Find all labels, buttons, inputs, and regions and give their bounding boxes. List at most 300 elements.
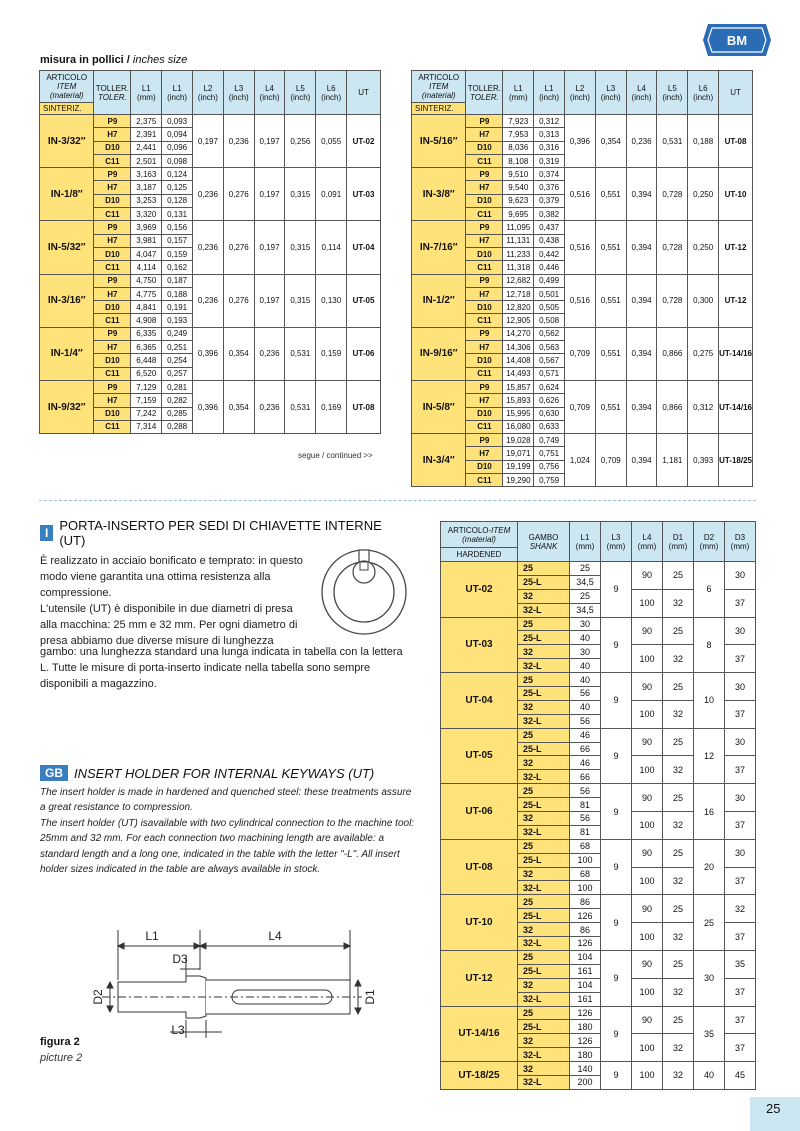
l3-value: 9 [601,728,632,784]
header-tolerance [94,71,131,115]
tolerance-class: C11 [466,474,503,487]
tolerance-class: C11 [466,261,503,274]
tolerance-class: P9 [466,115,503,128]
l4-value: 90 [632,950,663,978]
shank-code: 25-L [518,631,570,645]
d1-value: 32 [663,923,694,951]
header-tolerance-label: TOLLER. [95,83,129,93]
ut-code: UT-08 [719,115,753,168]
header-l5-label: L5 [667,83,677,93]
d1-value: 25 [663,784,694,812]
l1-inch-value: 0,508 [534,314,565,327]
header-l2-label: L2 [203,83,213,93]
l1-inch-value: 0,567 [534,354,565,367]
l2-value: 0,396 [193,380,224,433]
l1-inch-value: 0,563 [534,341,565,354]
l4-value: 90 [632,839,663,867]
article-code: IN-9/32″ [40,380,94,433]
l1-mm-value: 11,318 [503,261,534,274]
l1-inch-value: 0,191 [162,301,193,314]
article-code: IN-5/32″ [40,221,94,274]
l1-mm-value: 9,623 [503,194,534,207]
l4-value: 90 [632,728,663,756]
l3-value: 0,354 [595,115,626,168]
tolerance-class: D10 [466,141,503,154]
header-l5 [657,71,688,115]
l5-value: 0,728 [657,168,688,221]
l1-inch-value: 0,157 [162,234,193,247]
l4-value: 0,236 [626,115,657,168]
shank-code: 32 [518,1034,570,1048]
tolerance-class: C11 [94,314,131,327]
l1-value: 126 [570,937,601,951]
shank-code: 32-L [518,825,570,839]
l1-mm-value: 2,391 [131,128,162,141]
header-article-articolo: ARTICOLO [418,73,460,82]
tolerance-class: C11 [466,208,503,221]
tolerance-class: P9 [94,380,131,393]
l4-value: 100 [632,978,663,1006]
header-l3-label: L3 [234,83,244,93]
l6-value: 0,130 [316,274,347,327]
l1-inch-value: 0,282 [162,394,193,407]
l2-value: 0,236 [193,168,224,221]
header-l4 [626,71,657,115]
ut-header-l3-unit: (mm) [606,541,626,551]
header-l6-label: L6 [698,83,708,93]
section-title-it [40,518,410,548]
l2-value: 0,709 [565,327,596,380]
l1-inch-value: 0,188 [162,287,193,300]
d2-value: 6 [694,562,725,618]
l6-value: 0,055 [316,115,347,168]
l3-value: 0,551 [595,168,626,221]
ut-header-d1-label: D1 [672,532,684,542]
header-l1mm-unit: (mm) [508,92,528,102]
header-l5-label: L5 [295,83,305,93]
ut-header-l3 [601,522,632,562]
ut-article-code: UT-04 [441,673,518,729]
table-row [40,168,381,181]
ut-article-code: UT-02 [441,562,518,618]
l1-inch-value: 0,501 [534,287,565,300]
l1-mm-value: 15,995 [503,407,534,420]
l1-value: 34,5 [570,603,601,617]
shank-code: 32 [518,700,570,714]
article-code: IN-1/2″ [412,274,466,327]
d3-value: 37 [725,867,756,895]
ut-header-material: (material) [462,534,496,544]
l3-value: 0,354 [223,327,254,380]
l4-value: 90 [632,617,663,645]
tolerance-class: D10 [94,301,131,314]
l2-value: 0,516 [565,168,596,221]
l1-mm-value: 7,923 [503,115,534,128]
l1-mm-value: 14,408 [503,354,534,367]
l1-mm-value: 11,233 [503,247,534,260]
l1-inch-value: 0,125 [162,181,193,194]
tolerance-class: C11 [94,367,131,380]
l1-inch-value: 0,562 [534,327,565,340]
d1-value: 25 [663,562,694,590]
l1-value: 40 [570,631,601,645]
tolerance-class: P9 [94,327,131,340]
article-code: IN-7/16″ [412,221,466,274]
shank-code: 32-L [518,937,570,951]
ut-header-l4-unit: (mm) [637,541,657,551]
ut-code: UT-03 [347,168,381,221]
tolerance-class: P9 [466,221,503,234]
header-l3 [223,71,254,115]
l1-value: 126 [570,1006,601,1020]
l1-value: 56 [570,784,601,798]
label-l4: L4 [268,929,282,943]
l4-value: 0,197 [254,274,285,327]
inch-table-left [39,70,381,434]
ut-header-article-line [441,526,517,535]
label-l3: L3 [171,1023,185,1037]
header-sinteriz: SINTERIZ. [40,103,94,115]
l1-value: 126 [570,1034,601,1048]
header-l3-label: L3 [606,83,616,93]
l1-inch-value: 0,257 [162,367,193,380]
l2-value: 1,024 [565,434,596,487]
tolerance-class: H7 [94,234,131,247]
l1-mm-value: 3,969 [131,221,162,234]
label-d3: D3 [172,952,188,966]
l1-inch-value: 0,624 [534,380,565,393]
table-row [412,274,753,287]
l1-inch-value: 0,374 [534,168,565,181]
l3-value: 0,354 [223,380,254,433]
l1-mm-value: 16,080 [503,420,534,433]
inch-table-right [411,70,753,487]
tolerance-class: P9 [94,115,131,128]
tolerance-class: D10 [94,407,131,420]
table-row [441,839,756,853]
l1-value: 46 [570,756,601,770]
ut-header-l3-label: L3 [611,532,621,542]
header-l5-unit: (inch) [662,92,683,102]
logo-text: BM [726,33,748,48]
l1-inch-value: 0,254 [162,354,193,367]
l2-value: 0,516 [565,274,596,327]
l1-inch-value: 0,442 [534,247,565,260]
l6-value: 0,114 [316,221,347,274]
title-it: PORTA-INSERTO PER SEDI DI CHIAVETTE INTERNE (UT) [59,518,382,548]
l1-inch-value: 0,499 [534,274,565,287]
l1-inch-value: 0,193 [162,314,193,327]
l1-inch-value: 0,505 [534,301,565,314]
d1-value: 25 [663,1006,694,1034]
table-row [441,895,756,909]
l6-value: 0,188 [688,115,719,168]
d3-value: 37 [725,812,756,840]
tolerance-class: C11 [94,261,131,274]
l6-value: 0,169 [316,380,347,433]
shank-code: 32-L [518,603,570,617]
paragraph-gb-2: The insert holder (UT) isavailable with two cylindrical connection to the machine tool: 25mm and 32 mm. For each connection two machining length are available: a standard length and a long one, indicated in the table with the letter "-L". All insert holder sizes indicated in the table are always available in stock. [40,817,415,876]
l1-mm-value: 4,750 [131,274,162,287]
l5-value: 0,531 [285,380,316,433]
table-row [441,1062,756,1076]
shank-code: 32-L [518,770,570,784]
table-row [412,327,753,340]
shank-code: 32 [518,867,570,881]
l1-mm-value: 9,695 [503,208,534,221]
header-l4 [254,71,285,115]
article-code: IN-3/16″ [40,274,94,327]
article-code: IN-9/16″ [412,327,466,380]
l1-inch-value: 0,633 [534,420,565,433]
d3-value: 30 [725,562,756,590]
article-code: IN-5/8″ [412,380,466,433]
l1-inch-value: 0,098 [162,154,193,167]
d3-value: 35 [725,950,756,978]
shank-code: 25-L [518,798,570,812]
tolerance-class: D10 [94,194,131,207]
l4-value: 100 [632,812,663,840]
tolerance-class: D10 [466,354,503,367]
l1-mm-value: 12,905 [503,314,534,327]
header-l2 [193,71,224,115]
l3-value: 9 [601,950,632,1006]
page-number: 25 [766,1101,781,1116]
l6-value: 0,275 [688,327,719,380]
header-l1mm-label: L1 [141,83,151,93]
ut-article-code: UT-14/16 [441,1006,518,1062]
header-l1in [534,71,565,115]
d2-value: 30 [694,950,725,1006]
l5-value: 0,866 [657,380,688,433]
shank-code: 32 [518,923,570,937]
shank-code: 25 [518,784,570,798]
l1-value: 104 [570,978,601,992]
l1-value: 104 [570,950,601,964]
ut-header-article [441,522,518,548]
shank-code: 25-L [518,853,570,867]
ut-article-code: UT-12 [441,950,518,1006]
tolerance-class: P9 [94,274,131,287]
l1-mm-value: 12,820 [503,301,534,314]
d3-value: 32 [725,895,756,923]
ut-article-code: UT-18/25 [441,1062,518,1090]
table-row [441,1006,756,1020]
ut-header-d3-unit: (mm) [730,541,750,551]
article-code: IN-3/32″ [40,115,94,168]
l4-value: 90 [632,562,663,590]
l6-value: 0,091 [316,168,347,221]
ut-header-d1 [663,522,694,562]
l3-value: 0,551 [595,274,626,327]
l4-value: 0,394 [626,221,657,274]
l1-inch-value: 0,249 [162,327,193,340]
l1-mm-value: 6,335 [131,327,162,340]
table-row [40,221,381,234]
l5-value: 0,728 [657,274,688,327]
l1-mm-value: 4,114 [131,261,162,274]
l4-value: 0,236 [254,380,285,433]
shank-code: 25-L [518,687,570,701]
ut-header-d2 [694,522,725,562]
header-ut-label: UT [730,88,741,97]
l3-value: 9 [601,895,632,951]
paragraph-it-3: gambo: una lunghezza standard una lunga indicata in tabella con la lettera L. Tutte le misure di porta-inserto indicate nella tabella sono sempre disponibili a magazzino. [40,646,403,690]
table-row [412,380,753,393]
l1-value: 180 [570,1048,601,1062]
tolerance-class: H7 [466,234,503,247]
l1-value: 46 [570,728,601,742]
header-article [40,71,94,103]
l1-value: 200 [570,1075,601,1089]
l1-inch-value: 0,093 [162,115,193,128]
table-row [412,434,753,447]
header-tolerance-unit: TOLER. [470,92,499,102]
l1-inch-value: 0,288 [162,420,193,433]
ut-header-l4-label: L4 [642,532,652,542]
section-divider [39,500,756,501]
l1-inch-value: 0,626 [534,394,565,407]
title-gb: INSERT HOLDER FOR INTERNAL KEYWAYS (UT) [74,765,375,781]
tolerance-class: P9 [466,274,503,287]
l1-mm-value: 3,163 [131,168,162,181]
l1-mm-value: 14,306 [503,341,534,354]
header-l1mm [131,71,162,115]
l4-value: 0,197 [254,115,285,168]
d2-value: 35 [694,1006,725,1062]
shank-code: 25 [518,839,570,853]
l4-value: 100 [632,1034,663,1062]
tolerance-class: H7 [94,181,131,194]
paragraph-it-1: È realizzato in acciaio bonificato e temprato: in questo modo viene garantita una ottima resistenza alla compressione. [40,555,303,599]
tolerance-class: P9 [94,221,131,234]
l3-value: 0,551 [595,380,626,433]
l1-mm-value: 7,953 [503,128,534,141]
ut-code: UT-12 [719,221,753,274]
d3-value: 37 [725,589,756,617]
table-row [441,673,756,687]
tolerance-class: H7 [466,287,503,300]
l5-value: 0,315 [285,221,316,274]
d1-value: 25 [663,673,694,701]
tolerance-class: H7 [466,447,503,460]
ut-header-d3 [725,522,756,562]
header-l2-unit: (inch) [197,92,218,102]
l1-mm-value: 4,047 [131,247,162,260]
l1-mm-value: 2,501 [131,154,162,167]
l3-value: 0,551 [595,221,626,274]
l1-mm-value: 8,108 [503,154,534,167]
shank-code: 32 [518,1062,570,1076]
l5-value: 0,531 [285,327,316,380]
l1-inch-value: 0,159 [162,247,193,260]
l2-value: 0,197 [193,115,224,168]
header-l2 [565,71,596,115]
l1-value: 30 [570,617,601,631]
tolerance-class: C11 [466,420,503,433]
d1-value: 32 [663,812,694,840]
header-article [412,71,466,103]
l1-mm-value: 9,510 [503,168,534,181]
l1-mm-value: 4,908 [131,314,162,327]
tolerance-class: D10 [94,141,131,154]
ut-header-articolo: ARTICOLO- [447,525,492,535]
inch-size-heading [40,54,187,66]
l4-value: 100 [632,1062,663,1090]
table-row [441,950,756,964]
ut-header-d2-label: D2 [703,532,715,542]
shank-code: 32-L [518,714,570,728]
ut-code: UT-12 [719,274,753,327]
d2-value: 10 [694,673,725,729]
l1-value: 40 [570,700,601,714]
l1-inch-value: 0,312 [534,115,565,128]
header-l2-label: L2 [575,83,585,93]
article-code: IN-5/16″ [412,115,466,168]
ut-header-l1-label: L1 [580,532,590,542]
ut-header-shank-label: GAMBO [528,532,559,542]
l2-value: 0,236 [193,274,224,327]
l3-value: 0,276 [223,274,254,327]
header-l1in [162,71,193,115]
tolerance-class: P9 [466,434,503,447]
d1-value: 25 [663,895,694,923]
figure-sublabel: picture 2 [40,1052,83,1064]
ut-code: UT-05 [347,274,381,327]
header-l1in-label: L1 [172,83,182,93]
l1-mm-value: 19,290 [503,474,534,487]
l5-value: 0,256 [285,115,316,168]
shank-code: 25 [518,617,570,631]
table-row [40,115,381,128]
language-badge-gb: GB [40,765,68,781]
d1-value: 32 [663,978,694,1006]
l6-value: 0,159 [316,327,347,380]
l1-mm-value: 3,981 [131,234,162,247]
d3-value: 30 [725,617,756,645]
shank-code: 25 [518,895,570,909]
ut-code: UT-04 [347,221,381,274]
shank-code: 32-L [518,881,570,895]
tolerance-class: C11 [94,154,131,167]
l1-value: 56 [570,687,601,701]
l1-mm-value: 9,540 [503,181,534,194]
d2-value: 16 [694,784,725,840]
header-article-item: ITEM [57,82,77,91]
l1-mm-value: 8,036 [503,141,534,154]
ut-header-hardened: HARDENED [441,548,518,562]
l1-inch-value: 0,630 [534,407,565,420]
table-row [441,562,756,576]
tolerance-class: C11 [466,154,503,167]
l1-mm-value: 3,320 [131,208,162,221]
tolerance-class: C11 [466,314,503,327]
l3-value: 0,276 [223,221,254,274]
l2-value: 0,516 [565,221,596,274]
l1-inch-value: 0,756 [534,460,565,473]
header-l4-label: L4 [265,83,274,93]
tolerance-class: C11 [94,208,131,221]
l1-inch-value: 0,131 [162,208,193,221]
shank-code: 32 [518,812,570,826]
l2-value: 0,396 [565,115,596,168]
article-code: IN-3/4″ [412,434,466,487]
ut-article-code: UT-10 [441,895,518,951]
header-l1mm-label: L1 [513,83,523,93]
header-l3-unit: (inch) [600,92,621,102]
ut-article-code: UT-03 [441,617,518,673]
table-row [412,115,753,128]
